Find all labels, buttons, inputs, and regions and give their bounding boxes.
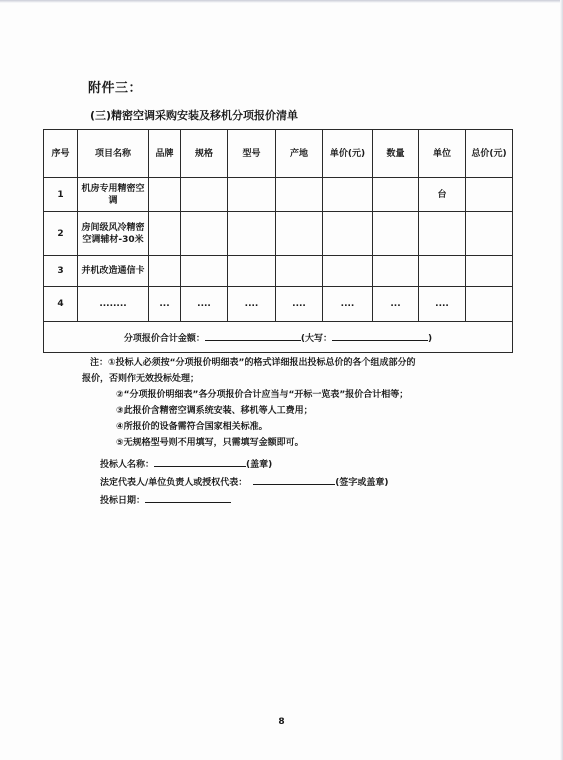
table-header-row <box>44 130 513 178</box>
header-cell: 型号 <box>228 130 276 178</box>
table-cell: 机房专用精密空调 <box>78 178 149 212</box>
table-cell <box>466 178 513 212</box>
attachment-title: 附件三： <box>88 81 143 96</box>
table-cell: .... <box>276 287 323 322</box>
table-cell <box>466 256 513 287</box>
table-cell <box>181 178 228 212</box>
note-line: ⑤无规格型号则不用填写，只需填写金额即可。 <box>116 438 304 448</box>
table-cell: .... <box>181 287 228 322</box>
note-line: ③此报价含精密空调系统安装、移机等人工费用； <box>116 406 313 416</box>
table-cell: 3 <box>44 256 78 287</box>
table-cell: .... <box>323 287 373 322</box>
rep-blank <box>253 474 335 485</box>
table-cell <box>276 256 323 287</box>
table-title: (三)精密空调采购安装及移机分项报价清单 <box>90 109 299 122</box>
table-row <box>44 287 513 322</box>
bidder-suffix: (盖章) <box>246 460 273 470</box>
bidder-blank <box>154 456 246 467</box>
header-cell: 品牌 <box>149 130 181 178</box>
total-cell <box>44 322 513 353</box>
table-cell: ... <box>373 287 419 322</box>
table-cell <box>466 212 513 256</box>
total-row <box>44 322 513 353</box>
table-cell <box>228 256 276 287</box>
date-blank <box>145 492 231 503</box>
table-cell <box>323 178 373 212</box>
notes-section <box>82 355 502 451</box>
table-cell <box>419 212 466 256</box>
rep-label: 法定代表人/单位负责人或授权代表： <box>100 478 248 488</box>
table-cell <box>373 256 419 287</box>
table-cell: 房间级风冷精密空调辅材-30米 <box>78 212 149 256</box>
table-cell <box>149 212 181 256</box>
table-cell <box>149 178 181 212</box>
table-cell <box>228 178 276 212</box>
rep-suffix: (签字或盖章) <box>335 478 389 488</box>
table-row <box>44 178 513 212</box>
quote-table <box>43 129 513 353</box>
total-label: 分项报价合计金额： <box>123 333 205 344</box>
table-cell <box>276 212 323 256</box>
table-cell: 并机改造通信卡 <box>78 256 149 287</box>
header-cell: 规格 <box>181 130 228 178</box>
page-number: 8 <box>278 717 285 727</box>
representative-line <box>100 474 389 492</box>
note-line: 报价，否则作无效投标处理； <box>82 374 200 384</box>
date-line <box>100 492 389 510</box>
table-cell <box>276 178 323 212</box>
header-cell: 单价(元) <box>323 130 373 178</box>
header-cell: 产地 <box>276 130 323 178</box>
table-cell: 2 <box>44 212 78 256</box>
table-cell <box>323 212 373 256</box>
note-line: 注：①投标人必须按“分项报价明细表”的格式详细报出投标总价的各个组成部分的 <box>90 358 416 368</box>
table-cell <box>373 212 419 256</box>
table-cell: 4 <box>44 287 78 322</box>
table-cell <box>181 256 228 287</box>
table-cell: .... <box>228 287 276 322</box>
daxie-close: ) <box>428 333 433 344</box>
table-row <box>44 256 513 287</box>
header-cell: 单位 <box>419 130 466 178</box>
table-cell: 1 <box>44 178 78 212</box>
table-cell <box>181 212 228 256</box>
bidder-line <box>100 456 389 474</box>
scan-edge-top <box>0 0 563 3</box>
table-cell <box>419 256 466 287</box>
header-cell: 项目名称 <box>78 130 149 178</box>
daxie-label: (大写： <box>300 333 332 344</box>
table-cell: ........ <box>78 287 149 322</box>
bidder-label: 投标人名称： <box>100 460 155 470</box>
table-cell: .... <box>419 287 466 322</box>
daxie-amount-blank <box>332 330 428 341</box>
table-cell <box>323 256 373 287</box>
date-label: 投标日期： <box>100 496 146 506</box>
signature-section <box>100 456 389 510</box>
header-cell: 序号 <box>44 130 78 178</box>
total-amount-blank <box>205 330 301 341</box>
header-cell: 总价(元) <box>466 130 513 178</box>
table-cell <box>373 178 419 212</box>
table-row <box>44 212 513 256</box>
header-cell: 数量 <box>373 130 419 178</box>
table-cell: ... <box>149 287 181 322</box>
table-cell <box>149 256 181 287</box>
table-cell <box>228 212 276 256</box>
table-cell <box>466 287 513 322</box>
note-line: ④所报价的设备需符合国家相关标准。 <box>116 422 268 432</box>
table-cell: 台 <box>419 178 466 212</box>
note-line: ②“分项报价明细表”各分项报价合计应当与“开标一览表”报价合计相等； <box>116 390 409 400</box>
